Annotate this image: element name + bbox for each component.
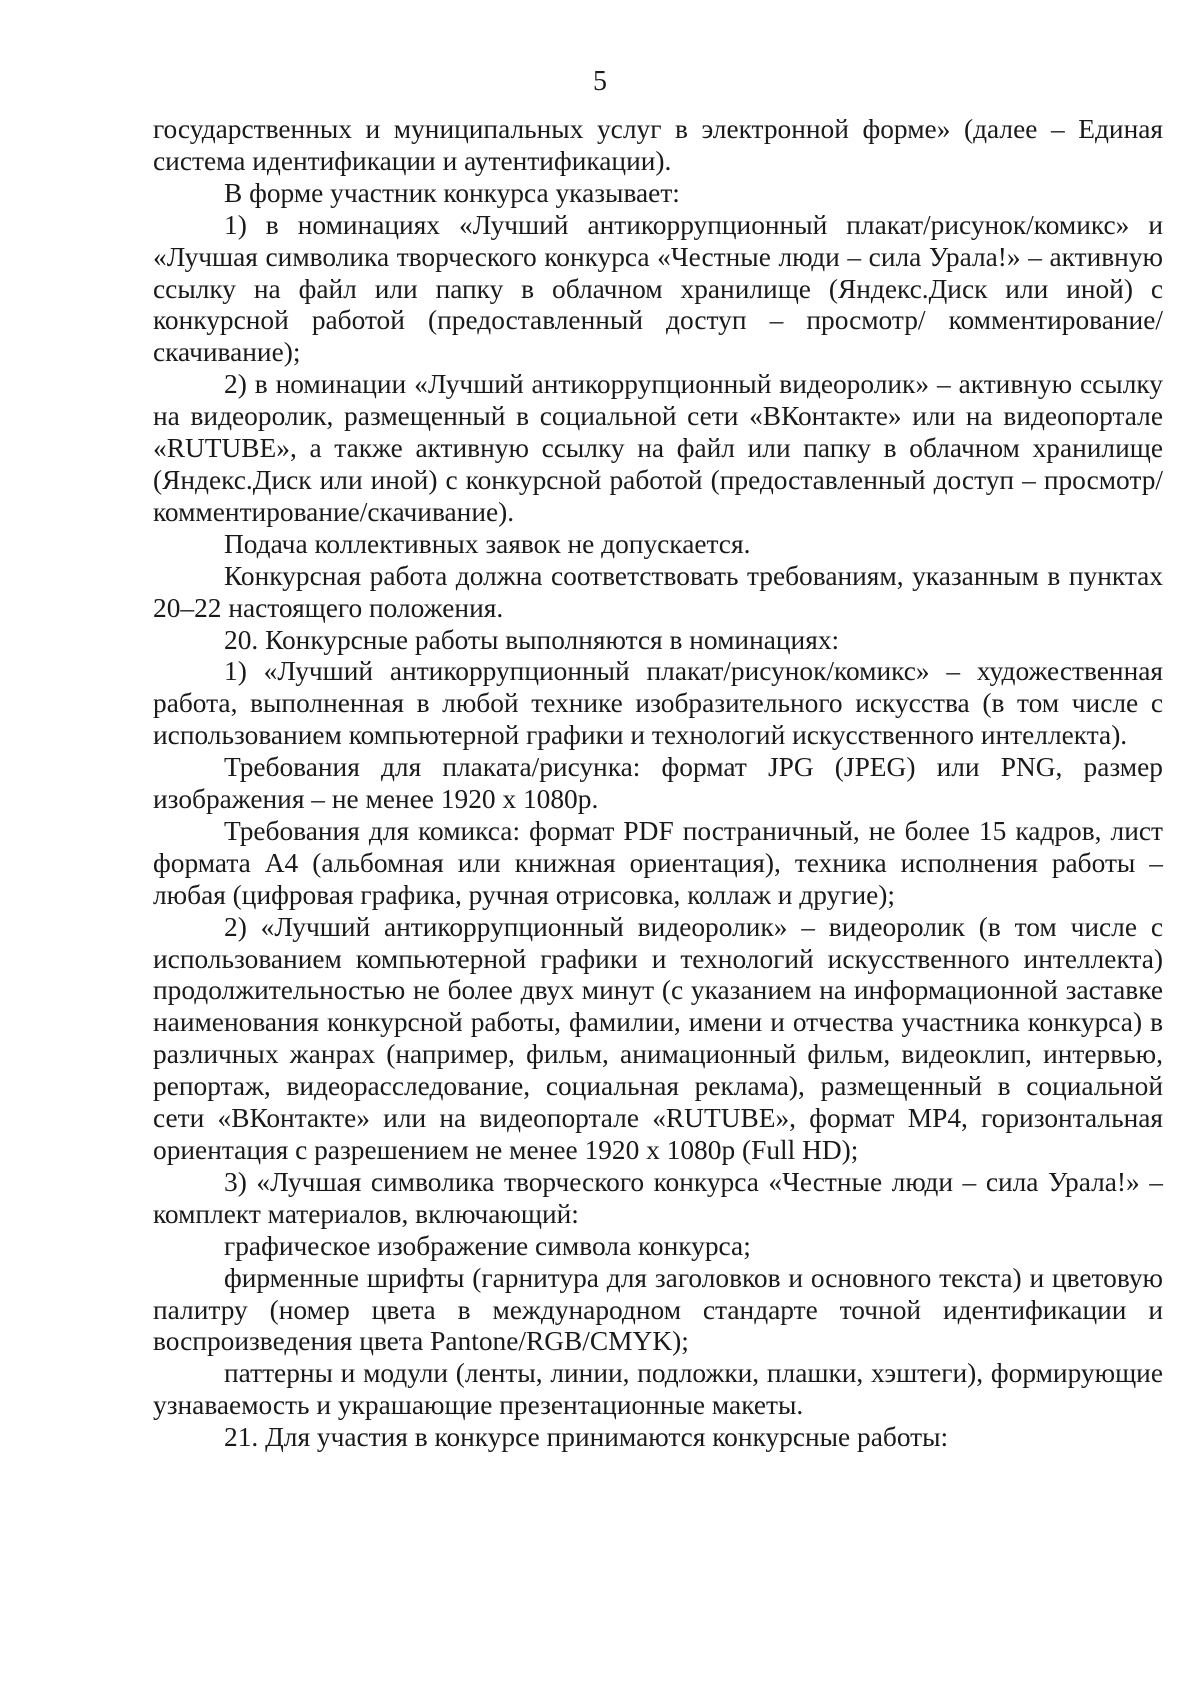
paragraph: Требования для плаката/рисунка: формат JPG (JPEG) или PNG, размер изображения – не менее 1920 x 1080p. [153, 752, 1163, 815]
paragraph: Конкурсная работа должна соответствовать требованиям, указанным в пунктах 20–22 настоящего положения. [153, 560, 1163, 623]
page-number: 5 [593, 66, 607, 97]
paragraph: 21. Для участия в конкурсе принимаются конкурсные работы: [224, 1422, 949, 1453]
paragraph: Требования для комикса: формат PDF постраничный, не более 15 кадров, лист формата А4 (альбомная или книжная ориентация), техника исполнения работы – любая (цифровая графика, ручная отрисовка, коллаж и другие); [153, 815, 1163, 910]
paragraph: 1) «Лучший антикоррупционный плакат/рисунок/комикс» – художественная работа, выполненная в любой технике изобразительного искусства (в том числе с использованием компьютерной графики и технологий искусственного интеллекта). [153, 656, 1163, 751]
paragraph: В форме участник конкурса указывает: [224, 177, 680, 208]
paragraph: фирменные шрифты (гарнитура для заголовков и основного текста) и цветовую палитру (номер цвета в международном стандарте точной идентификации и воспроизведения цвета Pantone/RGB/CMYK); [153, 1262, 1163, 1357]
paragraph: 2) «Лучший антикоррупционный видеоролик» – видеоролик (в том числе с использованием компьютерной графики и технологий искусственного интеллекта) продолжительностью не более двух минут (с указанием на информационной заставке наименования конкурсной работы, фамилии, имени и отчества участника конкурса) в различных жанрах (например, фильм, анимационный фильм, видеоклип, интервью, репортаж, видеорасследование, социальная реклама), размещенный в социальной сети «ВКонтакте» или на видеопортале «RUTUBE», формат MP4, горизонтальная ориентация с разрешением не менее 1920 x 1080p (Full HD); [153, 911, 1163, 1165]
document-body [153, 114, 1163, 1454]
paragraph: паттерны и модули (ленты, линии, подложки, плашки, хэштеги), формирующие узнаваемость и украшающие презентационные макеты. [153, 1358, 1163, 1421]
paragraph: 3) «Лучшая символика творческого конкурса «Честные люди – сила Урала!» – комплект материалов, включающий: [153, 1166, 1163, 1229]
paragraph: государственных и муниципальных услуг в электронной форме» (далее – Единая система идентификации и аутентификации). [153, 114, 1163, 176]
paragraph: 1) в номинациях «Лучший антикоррупционный плакат/рисунок/комикс» и «Лучшая символика творческого конкурса «Честные люди – сила Урала!» – активную ссылку на файл или папку в облачном хранилище (Яндекс.Диск или иной) с конкурсной работой (предоставленный доступ – просмотр/ комментирование/скачивание); [153, 209, 1163, 368]
paragraph: 2) в номинации «Лучший антикоррупционный видеоролик» – активную ссылку на видеоролик, размещенный в социальной сети «ВКонтакте» или на видеопортале «RUTUBE», а также активную ссылку на файл или папку в облачном хранилище (Яндекс.Диск или иной) с конкурсной работой (предоставленный доступ – просмотр/комментирование/скачивание). [153, 369, 1163, 527]
paragraph: Подача коллективных заявок не допускается. [224, 528, 751, 559]
paragraph: графическое изображение символа конкурса; [224, 1230, 751, 1261]
paragraph: 20. Конкурсные работы выполняются в номинациях: [224, 624, 840, 655]
